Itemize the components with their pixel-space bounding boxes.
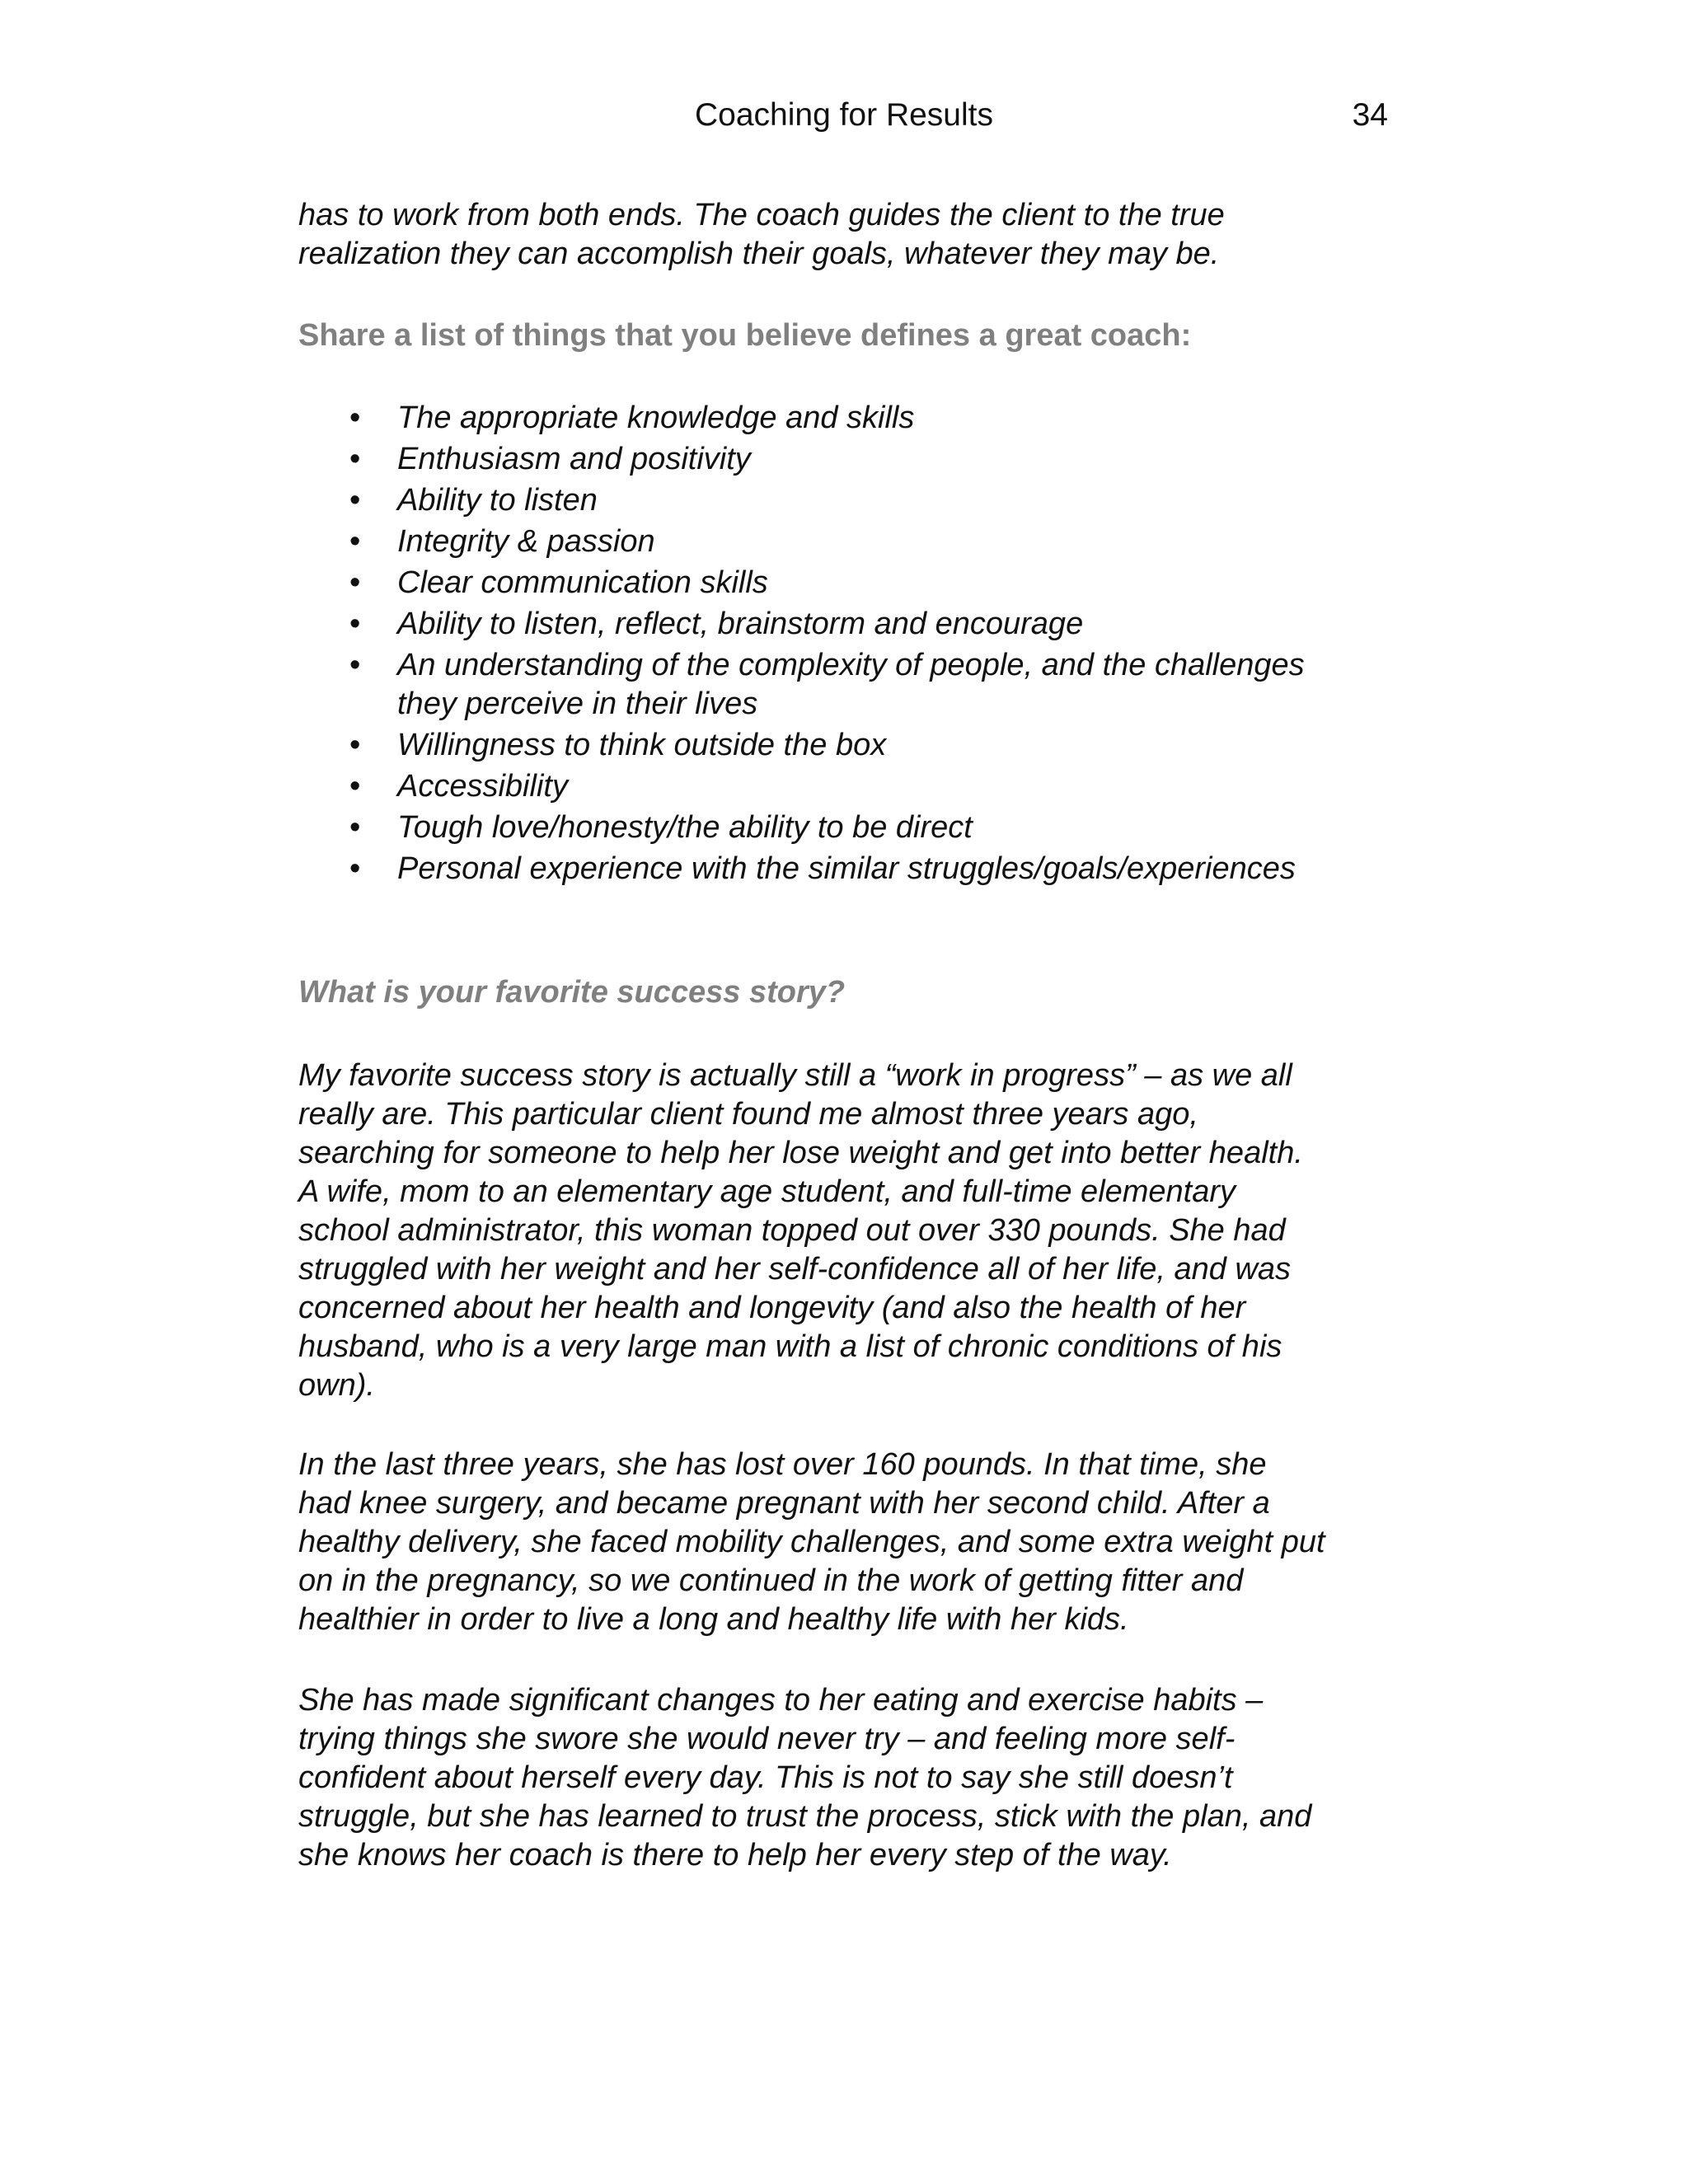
list-item-text: An understanding of the complexity of people, and the challenges: [397, 648, 1305, 682]
list-item: [298, 480, 1395, 521]
bullet-icon: •: [349, 648, 361, 682]
list-item: [298, 848, 1395, 889]
story-paragraph-1: [298, 1057, 1395, 1405]
bullet-icon: •: [349, 442, 361, 476]
bullet-icon: •: [349, 810, 361, 845]
text-line: She has made significant changes to her eating and exercise habits –: [298, 1683, 1264, 1718]
bullet-icon: •: [349, 769, 361, 804]
list-item: [298, 766, 1395, 807]
list-item: [298, 438, 1395, 480]
list-item: [298, 521, 1395, 562]
list-item: [298, 724, 1395, 766]
text-line: trying things she swore she would never try – and feeling more self-: [298, 1722, 1236, 1756]
list-item: [298, 644, 1395, 724]
text-line: In the last three years, she has lost over 160 pounds. In that time, she: [298, 1447, 1267, 1482]
list-item-text: Willingness to think outside the box: [397, 728, 887, 762]
text-line: school administrator, this woman topped out over 330 pounds. She had: [298, 1213, 1286, 1248]
intro-paragraph: [298, 196, 1395, 274]
text-line: husband, who is a very large man with a list of chronic conditions of his: [298, 1329, 1282, 1364]
page-number: 34: [1352, 97, 1388, 133]
text-line: A wife, mom to an elementary age student, and full-time elementary: [298, 1174, 1236, 1209]
list-item-text: Accessibility: [397, 769, 568, 804]
bullet-icon: •: [349, 607, 361, 641]
text-line: concerned about her health and longevity (and also the health of her: [298, 1291, 1246, 1325]
text-line: really are. This particular client found me almost three years ago,: [298, 1097, 1198, 1132]
bullet-icon: •: [349, 851, 361, 886]
list-item: [298, 807, 1395, 848]
question-success-story: What is your favorite success story?: [298, 975, 846, 1010]
text-line: confident about herself every day. This is not to say she still doesn’t: [298, 1760, 1233, 1795]
text-line: own).: [298, 1368, 375, 1403]
story-paragraph-2: [298, 1446, 1395, 1639]
list-item-text: The appropriate knowledge and skills: [397, 401, 915, 435]
text-line: healthier in order to live a long and healthy life with her kids.: [298, 1602, 1129, 1637]
bullet-icon: •: [349, 483, 361, 518]
list-item: [298, 397, 1395, 438]
text-line: searching for someone to help her lose weight and get into better health.: [298, 1136, 1303, 1170]
text-line: has to work from both ends. The coach guides the client to the true: [298, 198, 1225, 232]
running-header-title: Coaching for Results: [694, 97, 993, 133]
list-item-text: Ability to listen: [397, 483, 598, 518]
list-item-text: Enthusiasm and positivity: [397, 442, 751, 476]
question-great-coach: Share a list of things that you believe defines a great coach:: [298, 318, 1192, 353]
bullet-icon: •: [349, 728, 361, 762]
bullet-icon: •: [349, 565, 361, 600]
text-line: struggle, but she has learned to trust the process, stick with the plan, and: [298, 1799, 1312, 1834]
list-item-text: Clear communication skills: [397, 565, 768, 600]
list-item: [298, 603, 1395, 644]
text-line: My favorite success story is actually still a “work in progress” – as we all: [298, 1058, 1292, 1093]
bullet-icon: •: [349, 401, 361, 435]
text-line: realization they can accomplish their goals, whatever they may be.: [298, 237, 1220, 271]
bullet-icon: •: [349, 524, 361, 559]
text-line: struggled with her weight and her self-confidence all of her life, and was: [298, 1252, 1292, 1286]
text-line: healthy delivery, she faced mobility challenges, and some extra weight put: [298, 1525, 1325, 1559]
story-paragraph-3: [298, 1681, 1395, 1875]
text-line: had knee surgery, and became pregnant with her second child. After a: [298, 1486, 1270, 1521]
qualities-list: [298, 397, 1395, 889]
list-item-text: Personal experience with the similar struggles/goals/experiences: [397, 851, 1296, 886]
text-line: on in the pregnancy, so we continued in the work of getting fitter and: [298, 1563, 1244, 1598]
list-item-text: Tough love/honesty/the ability to be direct: [397, 810, 973, 845]
list-item-text: Integrity & passion: [397, 524, 655, 559]
list-item: [298, 562, 1395, 603]
text-line: she knows her coach is there to help her every step of the way.: [298, 1838, 1172, 1872]
list-item-text: they perceive in their lives: [397, 687, 758, 721]
list-item-text: Ability to listen, reflect, brainstorm and encourage: [397, 607, 1084, 641]
